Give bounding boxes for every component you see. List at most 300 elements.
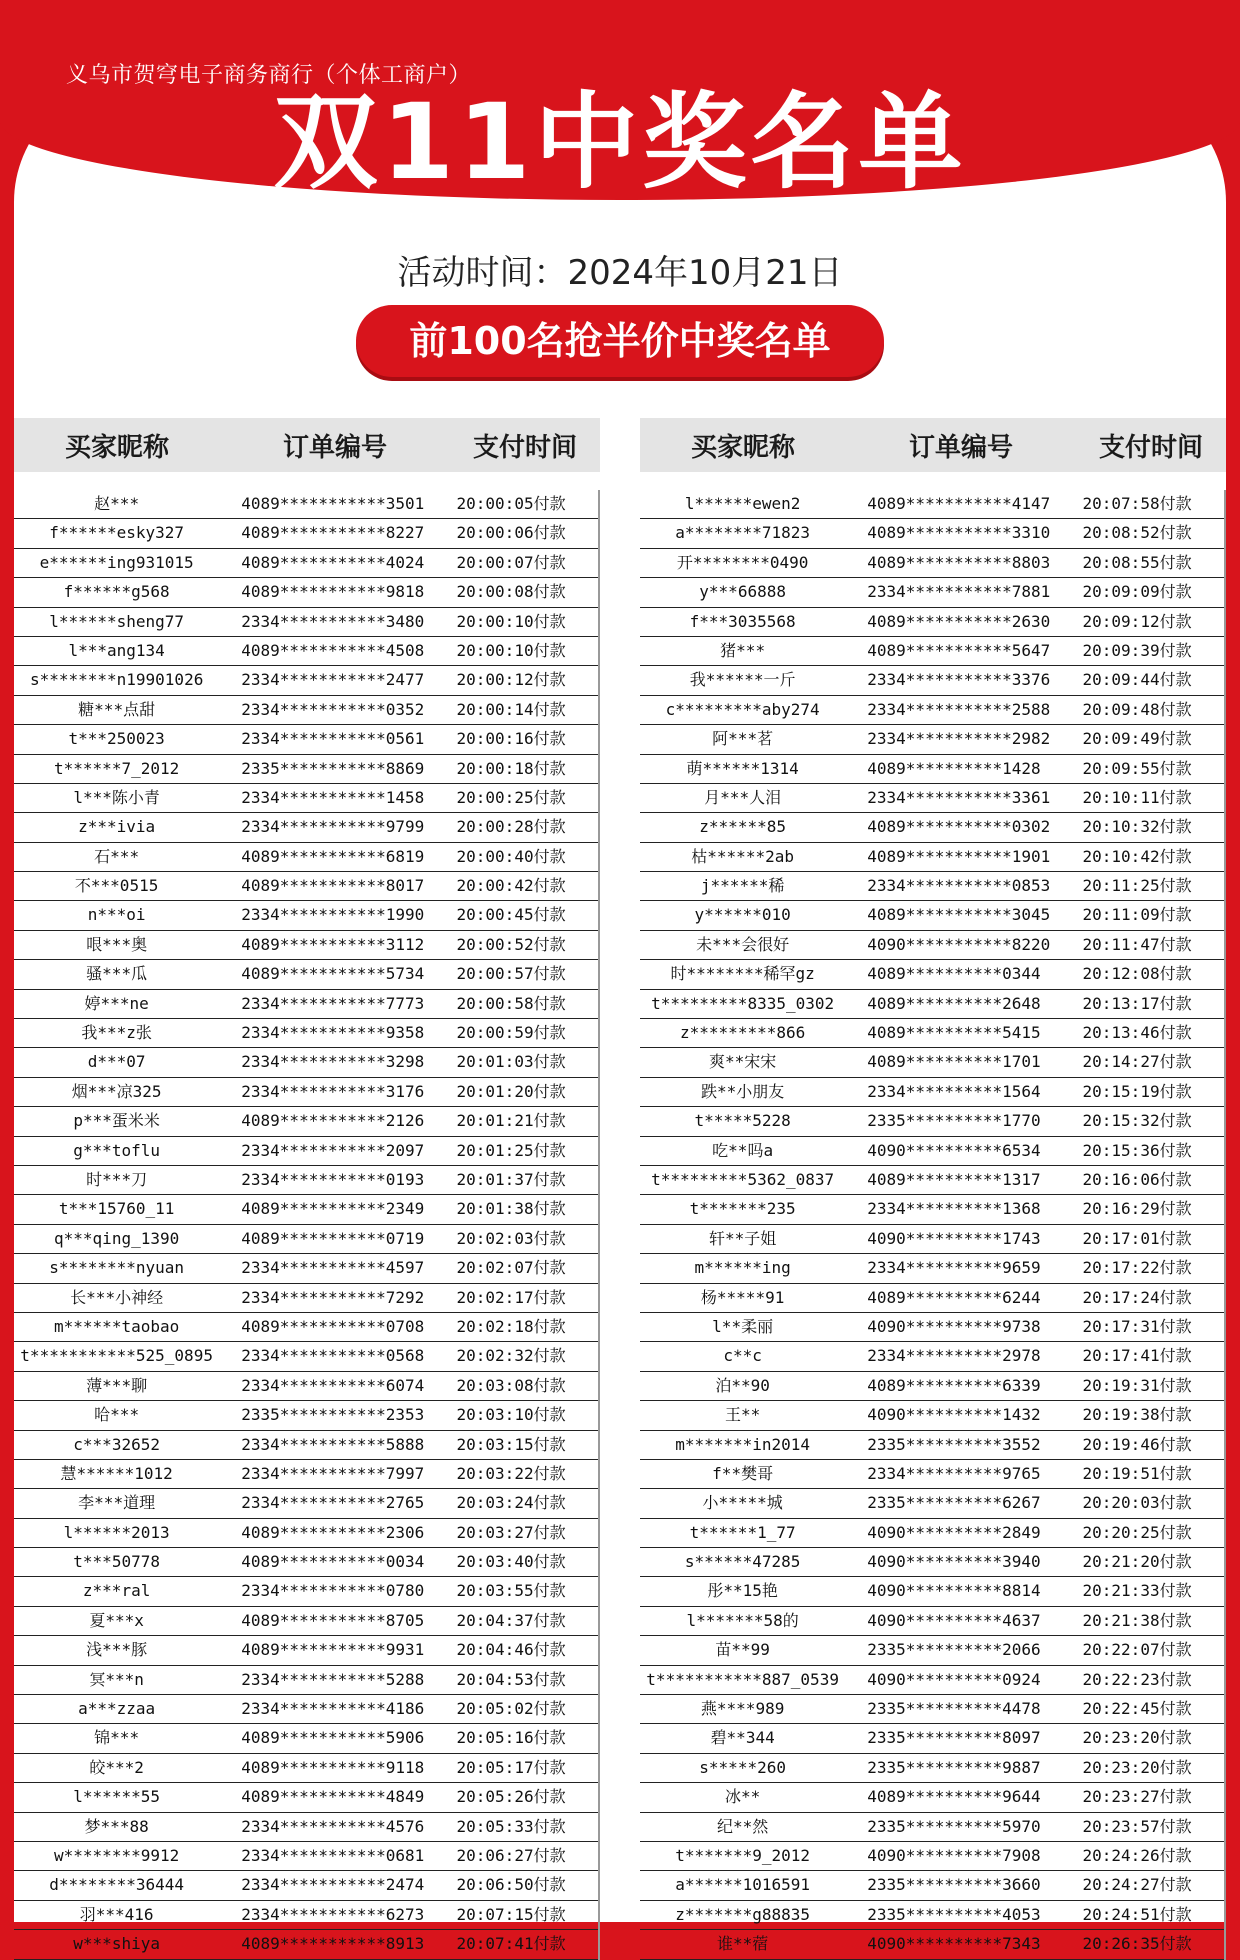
subtitle-badge: 前100名抢半价中奖名单 bbox=[356, 305, 884, 377]
header-buyer-nickname: 买家昵称 bbox=[64, 432, 169, 463]
order-number: 4089**********9644 bbox=[867, 1787, 1041, 1807]
order-number: 2335**********2066 bbox=[867, 1640, 1041, 1660]
order-number: 2334***********0780 bbox=[241, 1581, 425, 1601]
buyer-nickname: l******55 bbox=[73, 1787, 160, 1807]
order-number: 4089**********1701 bbox=[867, 1052, 1041, 1072]
order-number: 2334***********4576 bbox=[241, 1816, 425, 1836]
order-number: 2334***********0352 bbox=[241, 699, 425, 719]
buyer-nickname: 慧******1012 bbox=[60, 1463, 173, 1483]
order-number: 2334***********3176 bbox=[241, 1081, 425, 1101]
payment-time: 20:05:17付款 bbox=[456, 1757, 566, 1777]
payment-time: 20:03:40付款 bbox=[456, 1552, 566, 1572]
payment-time: 20:09:12付款 bbox=[1082, 611, 1192, 631]
payment-time: 20:24:51付款 bbox=[1082, 1904, 1192, 1924]
order-number: 2334**********1564 bbox=[867, 1081, 1041, 1101]
payment-time: 20:00:40付款 bbox=[456, 846, 566, 866]
payment-time: 20:02:32付款 bbox=[456, 1346, 566, 1366]
payment-time: 20:03:10付款 bbox=[456, 1405, 566, 1425]
table-row bbox=[14, 1813, 598, 1842]
buyer-nickname: a******1016591 bbox=[675, 1875, 811, 1895]
buyer-nickname: m******taobao bbox=[54, 1316, 180, 1336]
buyer-nickname: t*********5362_0837 bbox=[651, 1169, 835, 1189]
buyer-nickname: t******7_2012 bbox=[54, 758, 180, 778]
order-number: 4089**********6339 bbox=[867, 1375, 1041, 1395]
table-row bbox=[14, 696, 598, 725]
payment-time: 20:05:33付款 bbox=[456, 1816, 566, 1836]
table-row bbox=[640, 1842, 1224, 1871]
payment-time: 20:06:50付款 bbox=[456, 1875, 566, 1895]
table-row bbox=[640, 1166, 1224, 1195]
order-number: 4090**********1743 bbox=[867, 1228, 1041, 1248]
order-number: 2334***********3361 bbox=[867, 787, 1051, 807]
payment-time: 20:22:07付款 bbox=[1082, 1640, 1192, 1660]
table-row bbox=[640, 1813, 1224, 1842]
buyer-nickname: q***qing_1390 bbox=[54, 1228, 180, 1248]
order-number: 2335**********4478 bbox=[867, 1699, 1041, 1719]
buyer-nickname: s******47285 bbox=[684, 1552, 801, 1572]
table-row bbox=[14, 1871, 598, 1900]
order-number: 4089***********2349 bbox=[241, 1199, 425, 1219]
buyer-nickname: 王** bbox=[724, 1405, 761, 1425]
table-row bbox=[14, 549, 598, 578]
table-row bbox=[640, 990, 1224, 1019]
payment-time: 20:04:46付款 bbox=[456, 1640, 566, 1660]
payment-time: 20:21:20付款 bbox=[1082, 1552, 1192, 1572]
buyer-nickname: 燕****989 bbox=[700, 1699, 785, 1719]
payment-time: 20:09:09付款 bbox=[1082, 582, 1192, 602]
payment-time: 20:19:38付款 bbox=[1082, 1405, 1192, 1425]
order-number: 4089***********8227 bbox=[241, 523, 425, 543]
table-row bbox=[640, 1489, 1224, 1518]
table-row bbox=[14, 1548, 598, 1577]
order-number: 2335**********1770 bbox=[867, 1111, 1041, 1131]
payment-time: 20:05:16付款 bbox=[456, 1728, 566, 1748]
table-row bbox=[640, 696, 1224, 725]
order-number: 2334***********9799 bbox=[241, 817, 425, 837]
order-number: 2334***********3480 bbox=[241, 611, 425, 631]
table-row bbox=[14, 784, 598, 813]
table-row bbox=[14, 1666, 598, 1695]
payment-time: 20:13:17付款 bbox=[1082, 993, 1192, 1013]
order-number: 2334***********0568 bbox=[241, 1346, 425, 1366]
buyer-nickname: z*******g88835 bbox=[675, 1904, 811, 1924]
table-row bbox=[640, 519, 1224, 548]
buyer-nickname: 苗**99 bbox=[715, 1640, 770, 1660]
table-row bbox=[640, 755, 1224, 784]
order-number: 2334***********2474 bbox=[241, 1875, 425, 1895]
order-number: 2334***********5288 bbox=[241, 1669, 425, 1689]
payment-time: 20:02:17付款 bbox=[456, 1287, 566, 1307]
payment-time: 20:07:58付款 bbox=[1082, 494, 1192, 513]
buyer-nickname: 哈*** bbox=[94, 1405, 140, 1425]
table-header bbox=[640, 418, 1226, 472]
order-number: 4089***********9118 bbox=[241, 1757, 425, 1777]
buyer-nickname: 夏***x bbox=[89, 1610, 144, 1630]
header-order-number: 订单编号 bbox=[282, 432, 387, 463]
buyer-nickname: 爽**宋宋 bbox=[708, 1052, 777, 1072]
order-number: 4089***********5734 bbox=[241, 964, 425, 984]
table-row bbox=[640, 1401, 1224, 1430]
buyer-nickname: 李***道理 bbox=[78, 1493, 156, 1513]
buyer-nickname: t*******9_2012 bbox=[675, 1845, 811, 1865]
order-number: 4089***********3112 bbox=[241, 934, 425, 954]
payment-time: 20:00:52付款 bbox=[456, 934, 566, 954]
payment-time: 20:23:27付款 bbox=[1082, 1787, 1192, 1807]
buyer-nickname: 羽***416 bbox=[79, 1904, 154, 1924]
order-number: 2334***********0561 bbox=[241, 729, 425, 749]
payment-time: 20:00:14付款 bbox=[456, 699, 566, 719]
table-row bbox=[14, 843, 598, 872]
order-number: 2334***********9358 bbox=[241, 1023, 425, 1043]
buyer-nickname: c**c bbox=[723, 1346, 762, 1366]
buyer-nickname: 开********0490 bbox=[676, 552, 809, 572]
payment-time: 20:00:10付款 bbox=[456, 640, 566, 660]
payment-time: 20:23:20付款 bbox=[1082, 1757, 1192, 1777]
payment-time: 20:13:46付款 bbox=[1082, 1023, 1192, 1043]
order-number: 4089***********8705 bbox=[241, 1610, 425, 1630]
table-row bbox=[640, 1137, 1224, 1166]
buyer-nickname: 吃**吗a bbox=[712, 1140, 774, 1160]
order-number: 2334***********6074 bbox=[241, 1375, 425, 1395]
buyer-nickname: n***oi bbox=[87, 905, 146, 925]
buyer-nickname: l***ang134 bbox=[68, 640, 165, 660]
table-row bbox=[640, 872, 1224, 901]
table-row bbox=[640, 813, 1224, 842]
payment-time: 20:23:20付款 bbox=[1082, 1728, 1192, 1748]
buyer-nickname: t***********525_0895 bbox=[20, 1346, 213, 1366]
table-row bbox=[14, 1195, 598, 1224]
order-number: 4089***********8803 bbox=[867, 552, 1051, 572]
buyer-nickname: 彤**15艳 bbox=[707, 1581, 778, 1601]
payment-time: 20:19:46付款 bbox=[1082, 1434, 1192, 1454]
order-number: 2334***********6273 bbox=[241, 1904, 425, 1924]
payment-time: 20:19:51付款 bbox=[1082, 1463, 1192, 1483]
payment-time: 20:15:36付款 bbox=[1082, 1140, 1192, 1160]
table-row bbox=[14, 1842, 598, 1871]
table-row bbox=[14, 755, 598, 784]
table-row bbox=[640, 725, 1224, 754]
payment-time: 20:23:57付款 bbox=[1082, 1816, 1192, 1836]
buyer-nickname: 时***刀 bbox=[86, 1169, 148, 1189]
buyer-nickname: 泊**90 bbox=[715, 1375, 770, 1395]
order-number: 4089***********8017 bbox=[241, 876, 425, 896]
order-number: 2334***********1458 bbox=[241, 787, 425, 807]
table-row bbox=[640, 1313, 1224, 1342]
order-number: 2335**********3552 bbox=[867, 1434, 1041, 1454]
buyer-nickname: w***shiya bbox=[73, 1934, 160, 1954]
payment-time: 20:15:32付款 bbox=[1082, 1111, 1192, 1131]
buyer-nickname: 哏***奥 bbox=[86, 934, 148, 954]
payment-time: 20:01:03付款 bbox=[456, 1052, 566, 1072]
table-row bbox=[640, 1342, 1224, 1371]
buyer-nickname: 杨*****91 bbox=[700, 1287, 785, 1307]
buyer-nickname: t*****5228 bbox=[694, 1111, 791, 1131]
table-row bbox=[640, 1078, 1224, 1107]
buyer-nickname: 石*** bbox=[94, 846, 140, 866]
order-number: 4089***********6819 bbox=[241, 846, 425, 866]
order-number: 4089***********5647 bbox=[867, 640, 1051, 660]
buyer-nickname: j******稀 bbox=[700, 876, 785, 896]
buyer-nickname: 薄***聊 bbox=[86, 1375, 148, 1395]
payment-time: 20:09:55付款 bbox=[1082, 758, 1192, 778]
buyer-nickname: f******g568 bbox=[63, 582, 170, 602]
payment-time: 20:01:25付款 bbox=[456, 1140, 566, 1160]
table-row bbox=[14, 490, 598, 519]
order-number: 2334***********7292 bbox=[241, 1287, 425, 1307]
table-row bbox=[14, 960, 598, 989]
buyer-nickname: d***07 bbox=[87, 1052, 146, 1072]
order-number: 4089**********1317 bbox=[867, 1169, 1041, 1189]
order-number: 4090**********4637 bbox=[867, 1610, 1041, 1630]
buyer-nickname: s********n19901026 bbox=[29, 670, 204, 690]
table-row bbox=[640, 1754, 1224, 1783]
order-number: 2334***********5888 bbox=[241, 1434, 425, 1454]
payment-time: 20:03:08付款 bbox=[456, 1375, 566, 1395]
payment-time: 20:16:06付款 bbox=[1082, 1169, 1192, 1189]
order-number: 4089***********1901 bbox=[867, 846, 1051, 866]
buyer-nickname: l***陈小青 bbox=[73, 787, 160, 807]
table-row bbox=[640, 1372, 1224, 1401]
buyer-nickname: f******esky327 bbox=[49, 523, 185, 543]
table-row bbox=[640, 1284, 1224, 1313]
table-row bbox=[640, 901, 1224, 930]
order-number: 2334***********4186 bbox=[241, 1699, 425, 1719]
payment-time: 20:12:08付款 bbox=[1082, 964, 1192, 984]
buyer-nickname: t*******235 bbox=[689, 1199, 796, 1219]
order-number: 4089***********2630 bbox=[867, 611, 1051, 631]
payment-time: 20:22:45付款 bbox=[1082, 1699, 1192, 1719]
buyer-nickname: 不***0515 bbox=[74, 876, 159, 896]
buyer-nickname: 骚***瓜 bbox=[86, 964, 148, 984]
order-number: 4089***********9818 bbox=[241, 582, 425, 602]
order-number: 2334***********7881 bbox=[867, 582, 1051, 602]
order-number: 2335***********2353 bbox=[241, 1405, 425, 1425]
payment-time: 20:17:22付款 bbox=[1082, 1258, 1192, 1278]
payment-time: 20:21:38付款 bbox=[1082, 1610, 1192, 1630]
buyer-nickname: p***蛋米米 bbox=[73, 1111, 160, 1131]
payment-time: 20:01:37付款 bbox=[456, 1169, 566, 1189]
buyer-nickname: l******ewen2 bbox=[684, 494, 801, 513]
payment-time: 20:00:28付款 bbox=[456, 817, 566, 837]
company-name: 义乌市贺穹电子商务商行（个体工商户） bbox=[66, 63, 472, 88]
payment-time: 20:24:26付款 bbox=[1082, 1845, 1192, 1865]
payment-time: 20:00:25付款 bbox=[456, 787, 566, 807]
order-number: 2334***********1990 bbox=[241, 905, 425, 925]
payment-time: 20:00:42付款 bbox=[456, 876, 566, 896]
buyer-nickname: 梦***88 bbox=[84, 1816, 149, 1836]
table-row bbox=[14, 725, 598, 754]
table-row bbox=[14, 901, 598, 930]
payment-time: 20:11:47付款 bbox=[1082, 934, 1192, 954]
table-row bbox=[14, 1695, 598, 1724]
table-row bbox=[640, 1431, 1224, 1460]
table-row bbox=[14, 1313, 598, 1342]
buyer-nickname: t******1_77 bbox=[689, 1522, 796, 1542]
order-number: 2335**********9887 bbox=[867, 1757, 1041, 1777]
order-number: 4089***********3501 bbox=[241, 494, 425, 513]
payment-time: 20:08:55付款 bbox=[1082, 552, 1192, 572]
order-number: 4089**********0344 bbox=[867, 964, 1041, 984]
payment-time: 20:20:25付款 bbox=[1082, 1522, 1192, 1542]
buyer-nickname: 轩**子姐 bbox=[708, 1228, 777, 1248]
buyer-nickname: s********nyuan bbox=[49, 1258, 185, 1278]
order-number: 4090**********7343 bbox=[867, 1934, 1041, 1954]
buyer-nickname: 时********稀罕gz bbox=[670, 964, 815, 984]
order-number: 4089***********0034 bbox=[241, 1552, 425, 1572]
buyer-nickname: l******sheng77 bbox=[49, 611, 185, 631]
buyer-nickname: 皎***2 bbox=[89, 1757, 144, 1777]
payment-time: 20:20:03付款 bbox=[1082, 1493, 1192, 1513]
winner-table-left bbox=[14, 418, 600, 1960]
table-row bbox=[640, 784, 1224, 813]
table-row bbox=[640, 1460, 1224, 1489]
table-row bbox=[640, 549, 1224, 578]
buyer-nickname: 糖***点甜 bbox=[78, 699, 156, 719]
buyer-nickname: 我***z张 bbox=[81, 1023, 152, 1043]
table-row bbox=[14, 637, 598, 666]
buyer-nickname: l**柔丽 bbox=[712, 1316, 774, 1336]
table-row bbox=[14, 1107, 598, 1136]
payment-time: 20:00:57付款 bbox=[456, 964, 566, 984]
order-number: 2334***********2588 bbox=[867, 699, 1051, 719]
buyer-nickname: s*****260 bbox=[699, 1757, 786, 1777]
buyer-nickname: 纪**然 bbox=[716, 1816, 769, 1836]
table-row bbox=[640, 1577, 1224, 1606]
order-number: 2334**********9659 bbox=[867, 1258, 1041, 1278]
order-number: 4089***********3310 bbox=[867, 523, 1051, 543]
buyer-nickname: 冰** bbox=[724, 1787, 761, 1807]
order-number: 4089**********5415 bbox=[867, 1023, 1041, 1043]
order-number: 2334***********4597 bbox=[241, 1258, 425, 1278]
table-row bbox=[14, 1460, 598, 1489]
table-row bbox=[640, 1930, 1224, 1959]
order-number: 2334**********1368 bbox=[867, 1199, 1041, 1219]
table-row bbox=[14, 578, 598, 607]
order-number: 4089**********2648 bbox=[867, 993, 1041, 1013]
table-row bbox=[640, 1548, 1224, 1577]
buyer-nickname: 枯******2ab bbox=[691, 846, 794, 866]
table-row bbox=[14, 1401, 598, 1430]
payment-time: 20:11:25付款 bbox=[1082, 876, 1192, 896]
page-title: 双11中奖名单 bbox=[273, 81, 967, 203]
table-row bbox=[640, 490, 1224, 519]
payment-time: 20:01:38付款 bbox=[456, 1199, 566, 1219]
header-payment-time: 支付时间 bbox=[472, 432, 577, 463]
payment-time: 20:00:05付款 bbox=[456, 494, 566, 513]
buyer-nickname: g***toflu bbox=[73, 1140, 160, 1160]
payment-time: 20:03:24付款 bbox=[456, 1493, 566, 1513]
table-row bbox=[640, 1019, 1224, 1048]
buyer-nickname: 跌**小朋友 bbox=[700, 1081, 785, 1101]
order-number: 2334***********3298 bbox=[241, 1052, 425, 1072]
buyer-nickname: f**樊哥 bbox=[712, 1463, 774, 1483]
table-row bbox=[14, 1930, 598, 1959]
table-row bbox=[14, 931, 598, 960]
buyer-nickname: 未***会很好 bbox=[696, 934, 790, 954]
table-row bbox=[640, 666, 1224, 695]
buyer-nickname: c***32652 bbox=[73, 1434, 160, 1454]
table-row bbox=[14, 1724, 598, 1753]
table-row bbox=[640, 1871, 1224, 1900]
payment-time: 20:05:02付款 bbox=[456, 1699, 566, 1719]
table-row bbox=[640, 1695, 1224, 1724]
buyer-nickname: w********9912 bbox=[54, 1845, 180, 1865]
buyer-nickname: 碧**344 bbox=[710, 1728, 775, 1748]
payment-time: 20:09:49付款 bbox=[1082, 729, 1192, 749]
order-number: 4089***********0302 bbox=[867, 817, 1051, 837]
buyer-nickname: 猪*** bbox=[720, 640, 766, 660]
order-number: 4090**********2849 bbox=[867, 1522, 1041, 1542]
payment-time: 20:05:26付款 bbox=[456, 1787, 566, 1807]
table-row bbox=[14, 1019, 598, 1048]
payment-time: 20:00:07付款 bbox=[456, 552, 566, 572]
payment-time: 20:17:41付款 bbox=[1082, 1346, 1192, 1366]
payment-time: 20:02:03付款 bbox=[456, 1228, 566, 1248]
order-number: 4090**********9738 bbox=[867, 1316, 1041, 1336]
table-body-right bbox=[640, 490, 1226, 1960]
buyer-nickname: f***3035568 bbox=[689, 611, 796, 631]
payment-time: 20:03:27付款 bbox=[456, 1522, 566, 1542]
header-order-number: 订单编号 bbox=[908, 432, 1013, 463]
buyer-nickname: y***66888 bbox=[699, 582, 786, 602]
payment-time: 20:09:39付款 bbox=[1082, 640, 1192, 660]
order-number: 4089***********5906 bbox=[241, 1728, 425, 1748]
table-row bbox=[640, 1225, 1224, 1254]
buyer-nickname: 赵*** bbox=[94, 494, 140, 513]
activity-time: 活动时间：2024年10月21日 bbox=[397, 253, 843, 293]
payment-time: 20:16:29付款 bbox=[1082, 1199, 1192, 1219]
buyer-nickname: l*******58的 bbox=[686, 1610, 799, 1630]
buyer-nickname: 萌******1314 bbox=[686, 758, 799, 778]
buyer-nickname: t***15760_11 bbox=[58, 1199, 175, 1219]
table-row bbox=[14, 1342, 598, 1371]
table-row bbox=[14, 1577, 598, 1606]
order-number: 4090**********0924 bbox=[867, 1669, 1041, 1689]
payment-time: 20:01:20付款 bbox=[456, 1081, 566, 1101]
payment-time: 20:07:15付款 bbox=[456, 1904, 566, 1924]
order-number: 2334***********2477 bbox=[241, 670, 425, 690]
order-number: 2335***********8869 bbox=[241, 758, 425, 778]
payment-time: 20:01:21付款 bbox=[456, 1111, 566, 1131]
order-number: 4089**********1428 bbox=[867, 758, 1041, 778]
order-number: 2334***********2097 bbox=[241, 1140, 425, 1160]
buyer-nickname: 锦*** bbox=[94, 1728, 140, 1748]
payment-time: 20:07:41付款 bbox=[456, 1934, 566, 1954]
table-row bbox=[14, 1901, 598, 1930]
buyer-nickname: c*********aby274 bbox=[665, 699, 820, 719]
buyer-nickname: t***********887_0539 bbox=[646, 1669, 839, 1689]
payment-time: 20:00:16付款 bbox=[456, 729, 566, 749]
order-number: 2334**********2978 bbox=[867, 1346, 1041, 1366]
payment-time: 20:00:12付款 bbox=[456, 670, 566, 690]
buyer-nickname: z***ivia bbox=[78, 817, 156, 837]
table-row bbox=[640, 1724, 1224, 1753]
table-row bbox=[640, 1901, 1224, 1930]
order-number: 4089***********0719 bbox=[241, 1228, 425, 1248]
payment-time: 20:15:19付款 bbox=[1082, 1081, 1192, 1101]
buyer-nickname: 冥***n bbox=[89, 1669, 144, 1689]
table-row bbox=[640, 608, 1224, 637]
order-number: 2334**********9765 bbox=[867, 1463, 1041, 1483]
table-row bbox=[14, 1636, 598, 1665]
table-row bbox=[14, 666, 598, 695]
order-number: 4089***********3045 bbox=[867, 905, 1051, 925]
buyer-nickname: a***zzaa bbox=[78, 1699, 156, 1719]
payment-time: 20:24:27付款 bbox=[1082, 1875, 1192, 1895]
order-number: 2334***********7773 bbox=[241, 993, 425, 1013]
buyer-nickname: z******85 bbox=[699, 817, 786, 837]
payment-time: 20:00:08付款 bbox=[456, 582, 566, 602]
